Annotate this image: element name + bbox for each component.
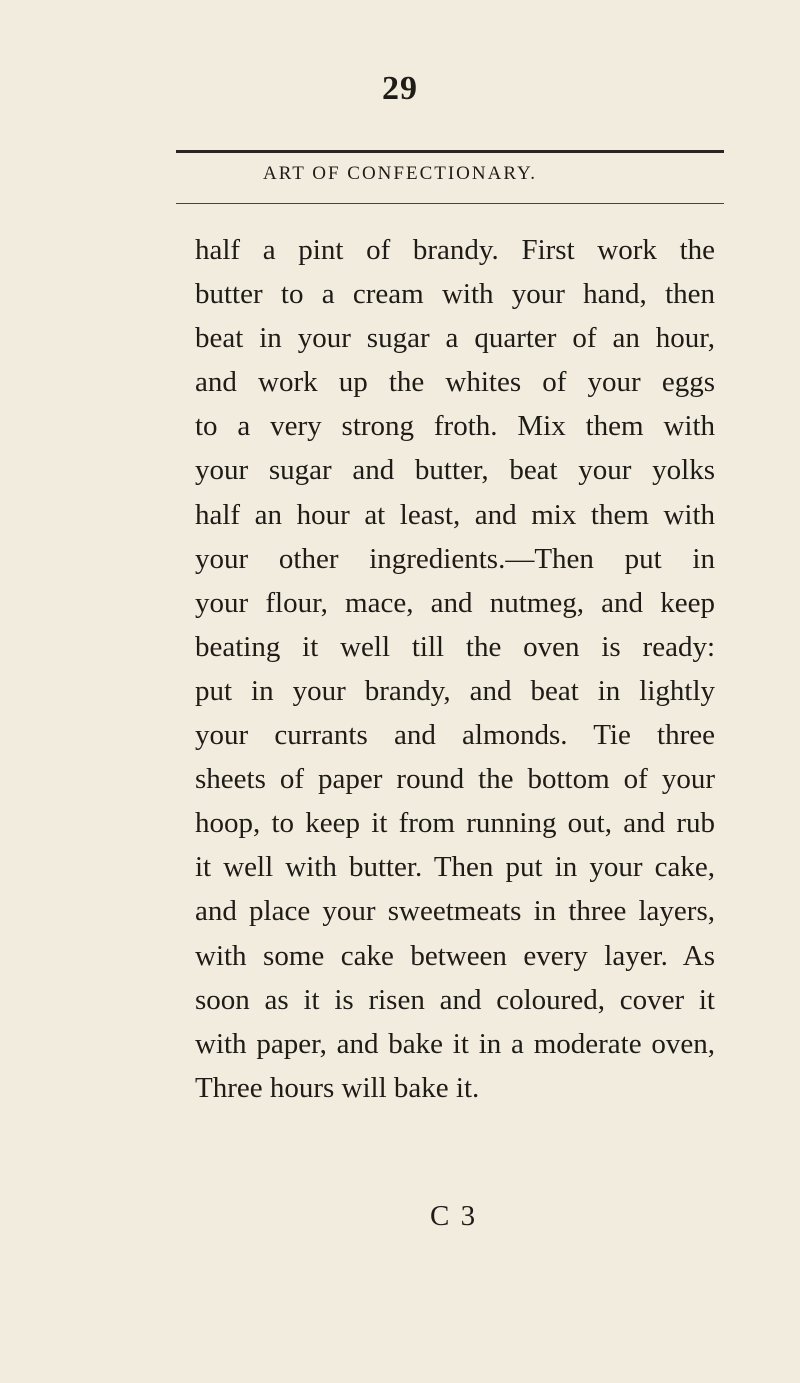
text-line: your other ingredients.—Then put in	[195, 542, 715, 575]
text-line: and place your sweetmeats in three layers,	[195, 895, 715, 928]
recipe-text	[195, 228, 715, 1110]
text-line: beating it well till the oven is ready:	[195, 630, 715, 663]
text-line: your sugar and butter, beat your yolks	[195, 454, 715, 487]
text-line: soon as it is risen and coloured, cover it	[195, 983, 715, 1016]
header-rule-bottom	[176, 203, 724, 204]
text-line: butter to a cream with your hand, then	[195, 278, 715, 311]
header-rule-top	[176, 150, 724, 153]
text-line: sheets of paper round the bottom of your	[195, 763, 715, 796]
running-head: ART OF CONFECTIONARY.	[262, 163, 537, 184]
text-line: your currants and almonds. Tie three	[195, 719, 715, 752]
text-line: half a pint of brandy. First work the	[195, 234, 715, 266]
text-line: hoop, to keep it from running out, and rub	[195, 807, 715, 840]
text-line: to a very strong froth. Mix them with	[195, 410, 715, 443]
text-line: put in your brandy, and beat in lightly	[195, 674, 715, 707]
text-line: with some cake between every layer. As	[195, 939, 715, 972]
text-line: it well with butter. Then put in your cake,	[195, 851, 715, 884]
page-number: 29	[382, 70, 418, 107]
text-line: your flour, mace, and nutmeg, and keep	[195, 586, 715, 619]
text-line: and work up the whites of your eggs	[195, 366, 715, 399]
text-line: Three hours will bake it.	[195, 1071, 480, 1104]
text-line: half an hour at least, and mix them with	[195, 498, 715, 531]
text-line: with paper, and bake it in a moderate oven,	[195, 1027, 715, 1060]
text-line: beat in your sugar a quarter of an hour,	[195, 322, 715, 355]
signature-mark: C 3	[430, 1200, 478, 1232]
